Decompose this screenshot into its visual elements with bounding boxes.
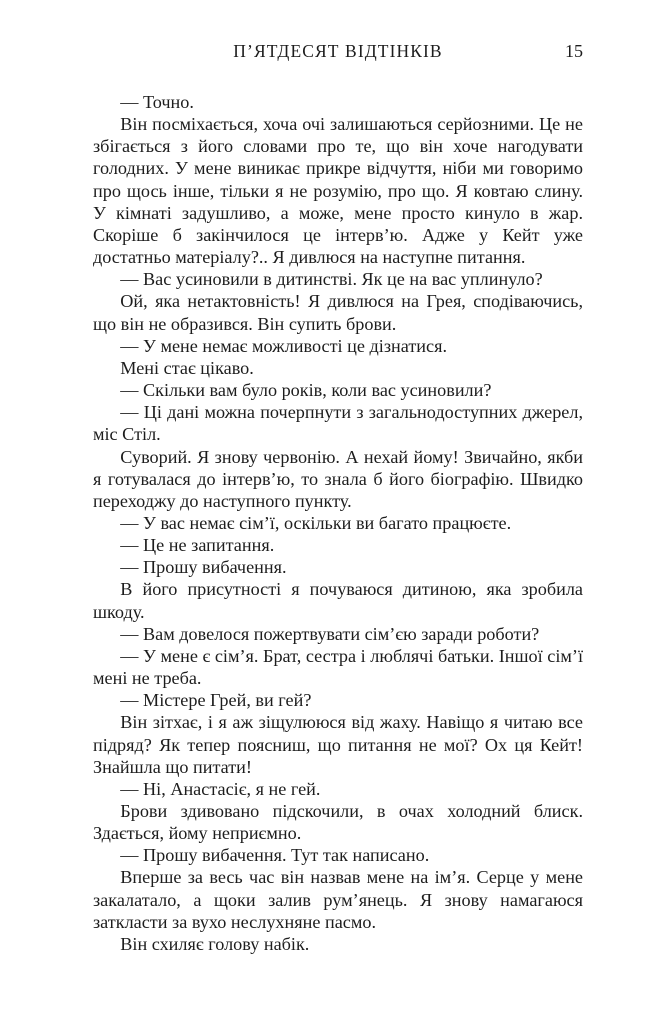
paragraph: Мені стає цікаво. [120, 357, 254, 378]
paragraph: — Прошу вибачення. Тут так написано. [120, 845, 430, 866]
paragraph: — Містере Грей, ви гей? [120, 690, 312, 711]
paragraph: Суворий. Я знову червонію. А нехай йому! Звичайно, якби я готувалася до інтерв’ю, то знала б його біографію. Швидко переходжу до наступного пункту. [93, 446, 583, 511]
paragraph: — Ці дані можна почерпнути з загальнодоступних джерел, міс Стіл. [93, 402, 583, 445]
paragraph: — Вам довелося пожертвувати сім’єю заради роботи? [120, 623, 540, 644]
paragraph: Він посміхається, хоча очі залишаються серйозними. Це не збігається з його словами про те, що він хоче нагодувати голодних. У мене виникає прикре відчуття, ніби ми говоримо про щось інше, тільки я не розумію, про що. Я ковтаю слину. У кімнаті задушливо, а може, мене просто кинуло в жар. Скоріше б закінчилося це інтерв’ю. Адже у Кейт уже достатньо матеріалу?.. Я дивлюся на наступне питання. [93, 114, 583, 268]
paragraph: Вперше за весь час він назвав мене на ім’я. Серце у мене закалатало, а щоки залив рум’янець. Я знову намагаюся заткласти за вухо неслухняне пасмо. [93, 867, 583, 932]
paragraph: — Це не запитання. [120, 535, 275, 556]
running-title: П’ЯТДЕСЯТ ВІДТІНКІВ [233, 41, 443, 61]
paragraph: — У вас немає сім’ї, оскільки ви багато працюєте. [120, 512, 512, 533]
paragraph: — Вас усиновили в дитинстві. Як це на вас уплинуло? [120, 269, 543, 290]
paragraph: Він зітхає, і я аж зіщулююся від жаху. Навіщо я читаю все підряд? Як тепер поясниш, що питання не мої? Ох ця Кейт! Знайшла що питати! [93, 712, 583, 777]
body-text [93, 91, 583, 955]
paragraph: Брови здивовано підскочили, в очах холодний блиск. Здається, йому неприємно. [93, 801, 583, 844]
paragraph: — У мене немає можливості це дізнатися. [120, 335, 448, 356]
paragraph: — Точно. [120, 92, 194, 112]
page-number: 15 [565, 41, 583, 61]
paragraph: Ой, яка нетактовність! Я дивлюся на Грея, сподіваючись, що він не образився. Він супить брови. [93, 291, 583, 334]
paragraph: — Скільки вам було років, коли вас усиновили? [120, 380, 492, 401]
running-head [93, 40, 583, 64]
paragraph: В його присутності я почуваюся дитиною, яка зробила шкоду. [93, 579, 583, 622]
paragraph: — Прошу вибачення. [120, 557, 287, 578]
paragraph: — Ні, Анастасіє, я не гей. [120, 778, 321, 799]
paragraph: — У мене є сім’я. Брат, сестра і люблячі батьки. Іншої сім’ї мені не треба. [93, 645, 583, 689]
paragraph: Він схиляє голову набік. [120, 933, 310, 954]
